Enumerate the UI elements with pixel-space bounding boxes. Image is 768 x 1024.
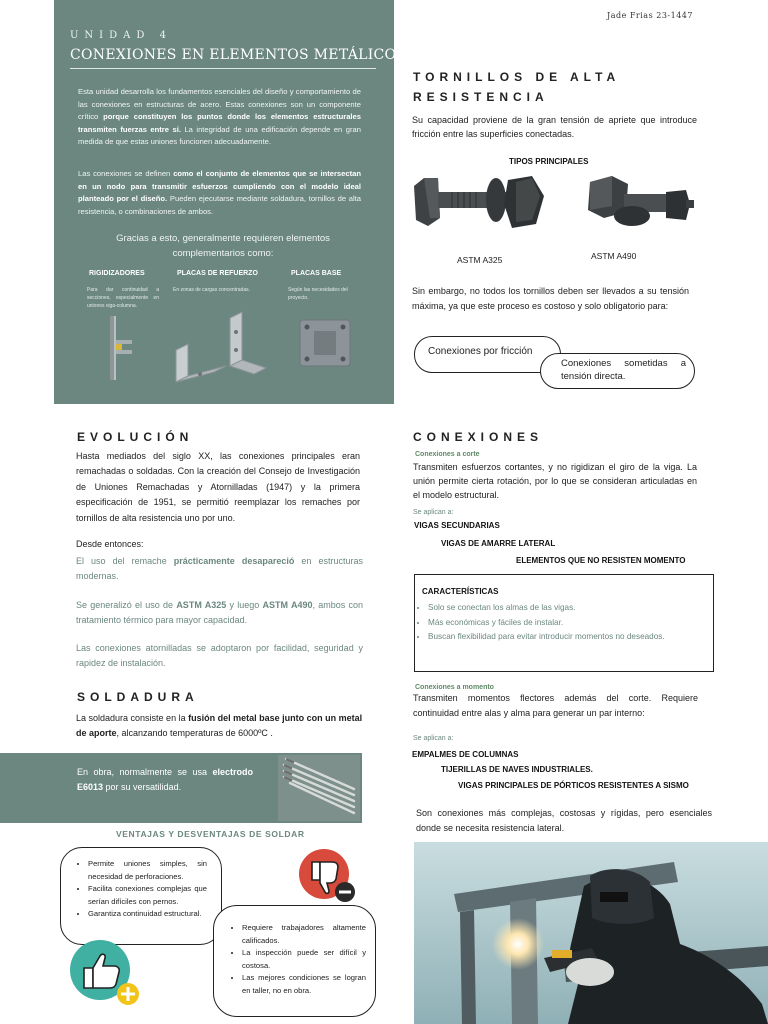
desventaja-item: • Requiere trabajadores altamente calificados.	[242, 922, 366, 947]
placas-base-desc: Según las necesidades del proyecto.	[288, 287, 348, 301]
thumbs-down-icon	[298, 848, 358, 906]
momento-app-3: VIGAS PRINCIPALES DE PÓRTICOS RESISTENTES A SISMO	[458, 781, 689, 790]
tipos-title: TIPOS PRINCIPALES	[509, 157, 589, 166]
tipo-a325-label: ASTM A325	[457, 255, 503, 265]
caracteristicas-title: CARACTERÍSTICAS	[422, 587, 499, 596]
tipo-a490-label: ASTM A490	[591, 251, 637, 261]
placas-refuerzo-desc: En zonas de cargas concentradas.	[173, 287, 250, 293]
caracteristicas-list	[428, 601, 697, 645]
placas-base-title: PLACAS BASE	[291, 270, 342, 277]
tornillos-description: Su capacidad proviene de la gran tensión de apriete que introduce fricción entre las superficies conectadas.	[412, 115, 697, 139]
tornillos-title-line2: RESISTENCIA	[413, 90, 549, 104]
corte-app-3: ELEMENTOS QUE NO RESISTEN MOMENTO	[516, 556, 686, 565]
ventajas-desventajas-title: VENTAJAS Y DESVENTAJAS DE SOLDAR	[116, 829, 305, 839]
aplican-label-1: Se aplican a:	[413, 509, 454, 516]
evolucion-paragraph: Hasta mediados del siglo XX, las conexiones principales eran remachadas o soldadas. Con la creación del Consejo de Investigación de Uniones Remachadas y Atornilladas (1947) y la primera especificación de 1951, se permitió reemplazar los remaches por tornillos de alta resistencia uno por uno.	[76, 451, 360, 523]
tension-pill: Conexiones sometidas a tensión directa.	[540, 353, 695, 389]
placas-refuerzo-title: PLACAS DE REFUERZO	[177, 270, 258, 277]
rigidizadores-title: RIGIDIZADORES	[89, 270, 145, 277]
electrodo-text: En obra, normalmente se usa electrodo E6013 por su versatilidad.	[77, 767, 253, 792]
ventaja-item: • Facilita conexiones complejas que serían difíciles con pernos.	[88, 883, 207, 908]
ventajas-list	[88, 858, 207, 921]
corte-app-2: VIGAS DE AMARRE LATERAL	[441, 539, 556, 548]
rigidizador-image	[104, 316, 134, 380]
corte-label: Conexiones a corte	[415, 451, 480, 458]
intro-panel	[54, 0, 407, 404]
desde-entonces: Desde entonces:	[76, 539, 144, 549]
desventaja-item: • Las mejores condiciones se logran en taller, no en obra.	[242, 972, 366, 997]
welder-photo	[414, 842, 768, 1024]
intro-paragraph-2: Las conexiones se definen como el conjunto de elementos que se intersectan en un nodo para transmitir esfuerzos cumpliendo con el modelo ideal planteado por el diseño. Pueden ejecutarse mediante soldadura, tornillos de alta resistencia, o combinaciones de ambos.	[78, 169, 362, 216]
thumbs-up-icon	[68, 940, 140, 1006]
momento-description: Transmiten momentos flectores además del corte. Requiere continuidad entre alas y alma para generar un par interno:	[413, 693, 698, 718]
author-label: Jade Frias 23-1447	[607, 11, 693, 20]
momento-app-2: TIJERILLAS DE NAVES INDUSTRIALES.	[441, 765, 593, 774]
bolt-a490-image	[568, 172, 696, 242]
desventajas-list	[242, 922, 366, 997]
ventajas-box	[60, 847, 222, 945]
rigidizadores-desc: Para dar continuidad a secciones, especialmente en uniones viga-columna.	[87, 287, 159, 309]
aplican-label-2: Se aplican a:	[413, 735, 454, 742]
ventaja-item: • Garantiza continuidad estructural.	[88, 908, 207, 921]
conexiones-title: CONEXIONES	[413, 430, 544, 444]
electrodos-image	[278, 755, 360, 821]
placas-refuerzo-image	[174, 310, 270, 386]
evolucion-point-2: Se generalizó el uso de ASTM A325 y luego ASTM A490, ambos con tratamiento térmico para mayor capacidad.	[76, 600, 363, 626]
bolt-a325-image	[412, 172, 548, 234]
desventajas-box	[213, 905, 376, 1017]
evolucion-point-3: Las conexiones atornilladas se adoptaron por facilidad, seguridad y rapidez de instalación.	[76, 643, 363, 669]
soldadura-paragraph: La soldadura consiste en la fusión del metal base junto con un metal de aporte, alcanzando temperaturas de 6000ºC .	[76, 713, 363, 738]
tornillos-title-line1: TORNILLOS DE ALTA	[413, 70, 621, 84]
sin-embargo-paragraph: Sin embargo, no todos los tornillos deben ser llevados a su tensión máxima, ya que este proceso es costoso y solo obligatorio para:	[412, 286, 689, 311]
complementos-intro: Gracias a esto, generalmente requieren elementos complementarios como:	[116, 233, 330, 259]
intro-paragraph-1: Esta unidad desarrolla los fundamentos esenciales del diseño y comportamiento de las conexiones en estructuras de acero. Estas conexiones son un componente crítico porque constituyen los puntos donde los elementos estructurales transmiten fuerzas entre sí. La integridad de una edificación depende en gran medida de que estas uniones funcionen adecuadamente.	[78, 87, 361, 147]
corte-app-1: VIGAS SECUNDARIAS	[414, 521, 500, 530]
caracteristica-item: • Buscan flexibilidad para evitar introducir momentos no deseados.	[428, 630, 697, 645]
placa-base-image	[298, 318, 352, 368]
caracteristicas-box	[414, 574, 714, 672]
caracteristica-item: • Solo se conectan los almas de las vigas.	[428, 601, 697, 616]
page-title: CONEXIONES EN ELEMENTOS METÁLICOS	[70, 47, 407, 63]
conexiones-final-paragraph: Son conexiones más complejas, costosas y rígidas, pero esenciales donde se necesita resistencia lateral.	[416, 808, 712, 833]
momento-label: Conexiones a momento	[415, 684, 494, 691]
soldadura-title: SOLDADURA	[77, 690, 199, 704]
desventaja-item: • La inspección puede ser difícil y costosa.	[242, 947, 366, 972]
friccion-pill: Conexiones por fricción	[414, 336, 561, 373]
momento-app-1: EMPALMES DE COLUMNAS	[412, 750, 519, 759]
title-underline	[70, 68, 376, 69]
corte-description: Transmiten esfuerzos cortantes, y no rigidizan el giro de la viga. La unión permite cierta rotación, por lo que se consideran articuladas en el modelo estructural.	[413, 462, 697, 500]
evolucion-title: EVOLUCIÓN	[77, 430, 194, 444]
unit-label: UNIDAD 4	[70, 30, 172, 41]
evolucion-point-1: El uso del remache prácticamente desapareció en estructuras modernas.	[76, 556, 363, 582]
electrodo-panel	[0, 753, 362, 823]
caracteristica-item: • Más económicas y fáciles de instalar.	[428, 616, 697, 631]
ventaja-item: • Permite uniones simples, sin necesidad de perforaciones.	[88, 858, 207, 883]
